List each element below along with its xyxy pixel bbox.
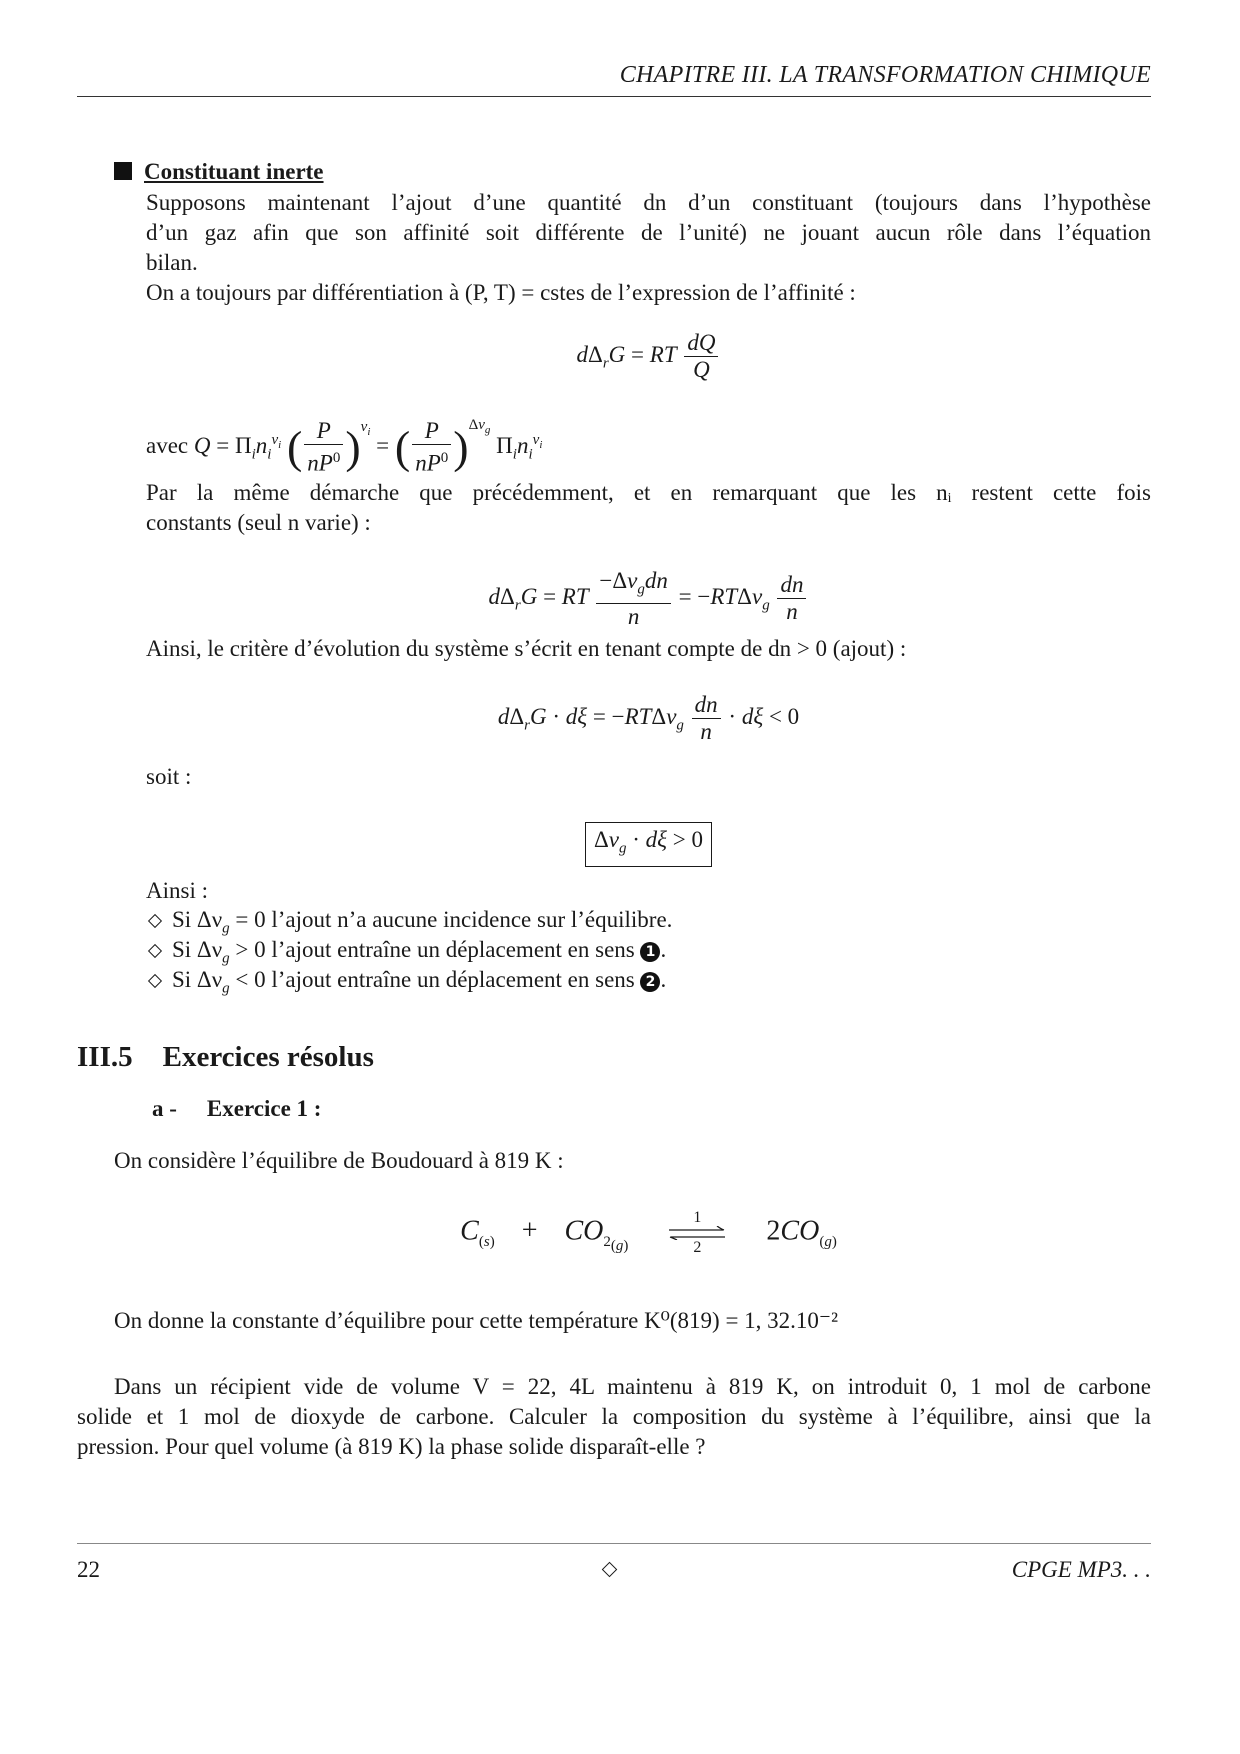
list-item: Si $\Delta\nu_g < 0$ l’ajout entraîne un déplacement en sens 2 . — [146, 965, 666, 1004]
header-rule — [77, 96, 1151, 97]
section-heading: III.5 Exercices résolus — [77, 1041, 374, 1073]
differentiation-line: On a toujours par différentiation à (P, T) = cstes de l’expression de l’affinité : — [146, 280, 856, 305]
direction-2-badge: 2 — [640, 972, 660, 992]
page-number: 22 — [77, 1557, 100, 1582]
equilibrium-constant-line: On donne la constante d’équilibre pour cette température K⁰(819) = 1, 32.10⁻² — [114, 1308, 838, 1333]
inert-paragraph-line-3: bilan. — [146, 250, 198, 275]
approach-line-2: constants (seul n varie) : — [146, 510, 371, 535]
problem-line-1: Dans un récipient vide de volume V = 22, 4L maintenu à 819 K, on introduit 0, 1 mol de carbone — [114, 1374, 1151, 1399]
diamond-bullet-icon — [148, 914, 162, 928]
problem-line-3: pression. Pour quel volume (à 819 K) la phase solide disparaît-elle ? — [77, 1434, 706, 1459]
running-header: CHAPITRE III. LA TRANSFORMATION CHIMIQUE — [619, 62, 1151, 88]
inert-heading: Constituant inerte — [114, 157, 324, 187]
boxed-result: $\Delta\nu_g \cdot d\xi > 0$ — [146, 822, 1151, 867]
footer-rule — [77, 1543, 1151, 1544]
inert-paragraph-line-2: d’un gaz afin que son affinité soit différente de l’unité) ne jouant aucun rôle dans l’équation — [146, 220, 1151, 245]
direction-1-badge: 1 — [640, 942, 660, 962]
square-bullet-icon — [114, 162, 132, 180]
approach-line-1: Par la même démarche que précédemment, et en remarquant que les nᵢ restent cette fois — [146, 480, 1151, 505]
boudouard-reaction: $C_{(s)} + CO_{2_{(g)}}$ 1 2 $2CO_{(g)}$ — [460, 1209, 837, 1256]
footer-course: CPGE MP3. . . — [1011, 1557, 1151, 1582]
soit-label: soit : — [146, 764, 192, 789]
equation-affinity-differential: $d\Delta_rG$ = RT $\frac{dQ}{Q}$ — [146, 330, 1151, 383]
subsection-heading: a - Exercice 1 : — [152, 1096, 322, 1121]
list-item: Si $\Delta\nu_g > 0$ l’ajout entraîne un déplacement en sens 1 . — [146, 935, 666, 974]
footer-diamond-icon — [604, 1562, 615, 1580]
ainsi-label: Ainsi : — [146, 878, 208, 903]
diamond-bullet-icon — [148, 944, 162, 958]
equilibrium-arrows: 1 2 — [667, 1210, 727, 1256]
equation-evolution-criterion: $d\Delta_rG \cdot d\xi = -RT\Delta\nu_g$ $\frac{dn}{n}$ · dξ < 0 — [497, 692, 800, 744]
exercise-intro: On considère l’équilibre de Boudouard à 819 K : — [114, 1148, 564, 1173]
criterion-line: Ainsi, le critère d’évolution du système s’écrit en tenant compte de dn > 0 (ajout) : — [146, 636, 907, 661]
inert-paragraph-line-1: Supposons maintenant l’ajout d’une quantité dn d’un constituant (toujours dans l’hypothèse — [146, 190, 1151, 215]
diamond-bullet-icon — [148, 974, 162, 988]
equation-dn-dependence: $d\Delta_rG$ = RT $\frac{-\Delta\nu_gdn}{n}$ = −RTΔν$_g$ $\frac{dn}{n}$ — [146, 568, 1151, 630]
list-item: Si $\Delta\nu_g = 0$ l’ajout n’a aucune incidence sur l’équilibre. — [146, 905, 672, 944]
forward-arrow-icon — [667, 1226, 727, 1240]
equation-reaction-quotient: avec $Q = \Pi_in_i^{\nu_i}$ ( $\frac{P}{nP^0}$ )$^{\nu_i}$ = ( $\frac{P}{nP^0}$ )$^{\Delta\nu_g}$ $\Pi_in_i^{\nu_i}$ — [146, 417, 543, 477]
problem-line-2: solide et 1 mol de dioxyde de carbone. Calculer la composition du système à l’équilibre, ainsi que la — [77, 1404, 1151, 1429]
